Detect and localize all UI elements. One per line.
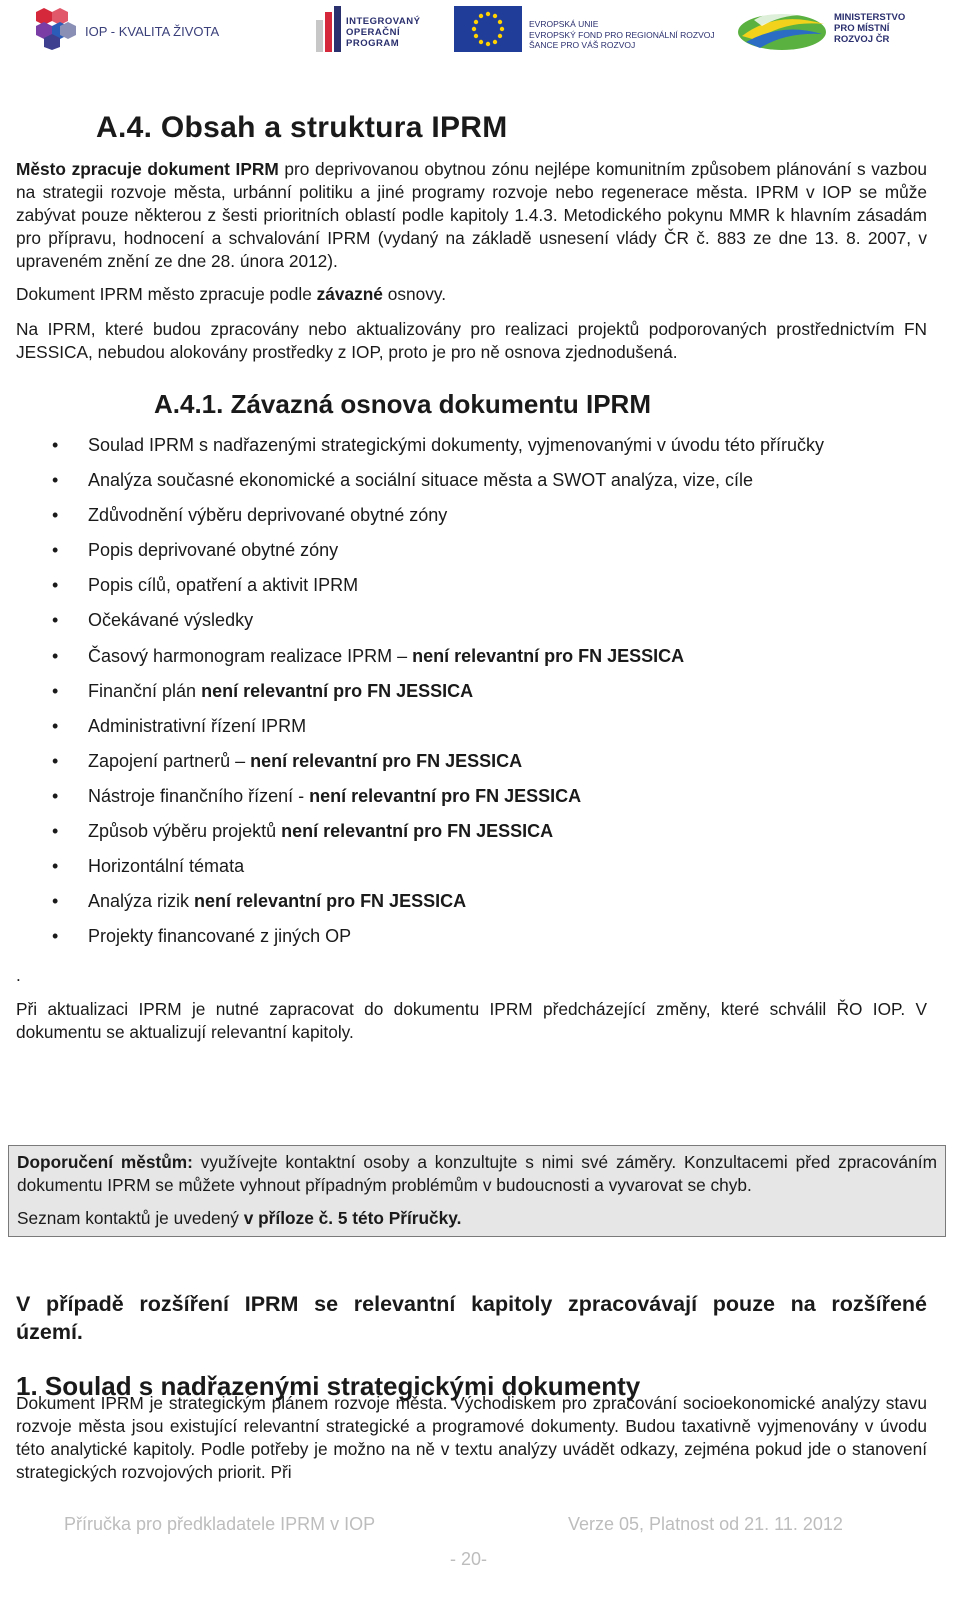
update-paragraph: Při aktualizaci IPRM je nutné zapracovat do dokumentu IPRM předcházející změny, které schválil ŘO IOP. V dokumentu se aktualizují relevantní kapitoly. [16, 999, 927, 1043]
osnova-bold: závazné [316, 284, 383, 304]
recommendation-label: Doporučení městům: [17, 1152, 193, 1172]
extension-note: V případě rozšíření IPRM se relevantní kapitoly zpracovávají pouze na rozšířené území. [16, 1291, 927, 1344]
chapter-paragraph: Dokument IPRM je strategickým plánem rozvoje města. Východiskem pro zpracování socioekonomické analýzy stavu rozvoje města jsou existující relevantní strategické a programové dokumenty. Budou taxativně vyjmenovány v úvodu této analytické kapitoly. Podle potřeby je možno na ně v textu analýzy uvádět odkazy, zejména pokud jde o stanovení strategických rozvojových priorit. Při [16, 1393, 927, 1482]
list-item-text: Způsob výběru projektů [88, 821, 282, 842]
bullet-icon: • [52, 575, 59, 596]
footer-version: Verze 05, Platnost od 21. 11. 2012 [568, 1514, 843, 1534]
list-item-text: Finanční plán [88, 680, 202, 701]
list-item [16, 609, 927, 644]
op-logo-text: INTEGROVANÝ OPERAČNÍ PROGRAM [346, 16, 421, 49]
list-item [16, 469, 927, 504]
list-item-note: není relevantní pro FN JESSICA [412, 645, 685, 666]
contacts-bold: v příloze č. 5 této Příručky. [243, 1208, 462, 1228]
op-bars-icon [314, 6, 342, 52]
list-item [16, 680, 927, 715]
jessica-paragraph: Na IPRM, které budou zpracovány nebo aktualizovány pro realizaci projektů podporovaných prostřednictvím FN JESSICA, nebudou alokovány prostředky z IOP, proto je pro ně osnova zjednodušená. [16, 319, 927, 362]
list-item-text: Očekávané výsledky [88, 610, 254, 631]
bullet-icon: • [52, 470, 59, 491]
page-number: - 20- [450, 1549, 488, 1569]
list-item [16, 504, 927, 539]
list-item-text: Zdůvodnění výběru deprivované obytné zóny [88, 505, 448, 526]
list-item-text: Zapojení partnerů – [88, 750, 251, 771]
bullet-icon: • [52, 891, 59, 912]
list-item-note: není relevantní pro FN JESSICA [250, 750, 523, 771]
section-title: A.4. Obsah a struktura IPRM [96, 111, 508, 144]
stray-dot: . [16, 965, 21, 986]
contacts-text [17, 1207, 937, 1230]
bullet-icon: • [52, 821, 59, 842]
osnova-list [16, 434, 927, 960]
recommendation-body: využívejte kontaktní osoby a konzultujte s nimi své záměry. Konzultacemi před zpracováním dokumentu IPRM se můžete vyhnout případným problémům v budoucnosti a vyvarovat se chyb. [17, 1152, 937, 1195]
list-item-text: Popis cílů, opatření a aktivit IPRM [88, 575, 359, 596]
header-logos [0, 6, 960, 58]
bullet-icon: • [52, 540, 59, 561]
intro-rest: pro deprivovanou obytnou zónu nejlépe komunitním způsobem plánování s vazbou na strategii rozvoje města, urbánní politiku a jiné programy rozvoje nebo regenerace města. IPRM v IOP se může zabývat pouze některou z šesti prioritních oblastí podle kapitoly 1.4.3. Metodického pokynu MMR k hlavním zásadám pro přípravu, hodnocení a schvalování IPRM (vydaný na základě usnesení vlády ČR č. 883 ze dne 13. 8. 2007, v upraveném znění ze dne 28. února 2012). [16, 159, 927, 271]
list-item-note: není relevantní pro FN JESSICA [201, 680, 474, 701]
list-item [16, 434, 927, 469]
bullet-icon: • [52, 785, 59, 806]
mmr-logo-text: MINISTERSTVO PRO MÍSTNÍ ROZVOJ ČR [834, 12, 906, 45]
list-item-text: Soulad IPRM s nadřazenými strategickými dokumenty, vyjmenovanými v úvodu této příručky [88, 435, 824, 455]
subsection-title: A.4.1. Závazná osnova dokumentu IPRM [154, 389, 651, 419]
bullet-icon: • [52, 645, 59, 666]
mmr-swoosh-icon [736, 6, 828, 52]
bullet-icon: • [52, 505, 59, 526]
list-item-text: Analýza současné ekonomické a sociální situace města a SWOT analýza, vize, cíle [88, 470, 753, 491]
list-item-text: Popis deprivované obytné zóny [88, 540, 339, 561]
bullet-icon: • [52, 435, 59, 455]
list-item [16, 645, 927, 680]
list-item [16, 855, 927, 890]
bullet-icon: • [52, 610, 59, 631]
list-item-text: Nástroje finančního řízení - [88, 785, 310, 806]
main-content [16, 110, 927, 1044]
list-item [16, 925, 927, 960]
contacts-pre: Seznam kontaktů je uvedený [17, 1208, 244, 1228]
list-item-text: Horizontální témata [88, 856, 245, 877]
mmr-logo [736, 6, 936, 58]
recommendation-text [17, 1151, 937, 1197]
list-item [16, 785, 927, 820]
recommendation-box [8, 1145, 946, 1237]
list-item-note: není relevantní pro FN JESSICA [309, 785, 582, 806]
list-item-text: Projekty financované z jiných OP [88, 926, 352, 947]
chapter-title: 1. Soulad s nadřazenými strategickými dokumenty [16, 1370, 641, 1401]
list-item-text: Časový harmonogram realizace IPRM – [88, 645, 413, 666]
eu-flag-icon [454, 6, 522, 52]
iop-logo-text: IOP - KVALITA ŽIVOTA [85, 24, 220, 39]
hexagon-cluster-icon [30, 6, 80, 52]
list-item [16, 820, 927, 855]
intro-paragraph [16, 158, 927, 273]
list-item-text: Administrativní řízení IPRM [88, 715, 307, 736]
list-item [16, 539, 927, 574]
osnova-pre: Dokument IPRM město zpracuje podle [16, 284, 317, 304]
bullet-icon: • [52, 680, 59, 701]
list-item [16, 750, 927, 785]
intro-bold: Město zpracuje dokument IPRM [16, 159, 279, 179]
list-item [16, 890, 927, 925]
list-item [16, 715, 927, 750]
osnova-paragraph [16, 283, 927, 306]
bullet-icon: • [52, 926, 59, 947]
bullet-icon: • [52, 750, 59, 771]
integrovany-operacni-program-logo [314, 6, 444, 58]
iop-logo [30, 6, 250, 58]
eu-logo [454, 6, 724, 58]
eu-logo-text: EVROPSKÁ UNIE EVROPSKÝ FOND PRO REGIONÁLNÍ ROZVOJ ŠANCE PRO VÁŠ ROZVOJ [529, 19, 715, 50]
footer-title: Příručka pro předkladatele IPRM v IOP [64, 1514, 376, 1534]
bullet-icon: • [52, 715, 59, 736]
list-item [16, 574, 927, 609]
list-item-text: Analýza rizik [88, 891, 195, 912]
list-item-note: není relevantní pro FN JESSICA [194, 891, 467, 912]
bullet-icon: • [52, 856, 59, 877]
osnova-post: osnovy. [382, 284, 447, 304]
list-item-note: není relevantní pro FN JESSICA [281, 821, 554, 842]
